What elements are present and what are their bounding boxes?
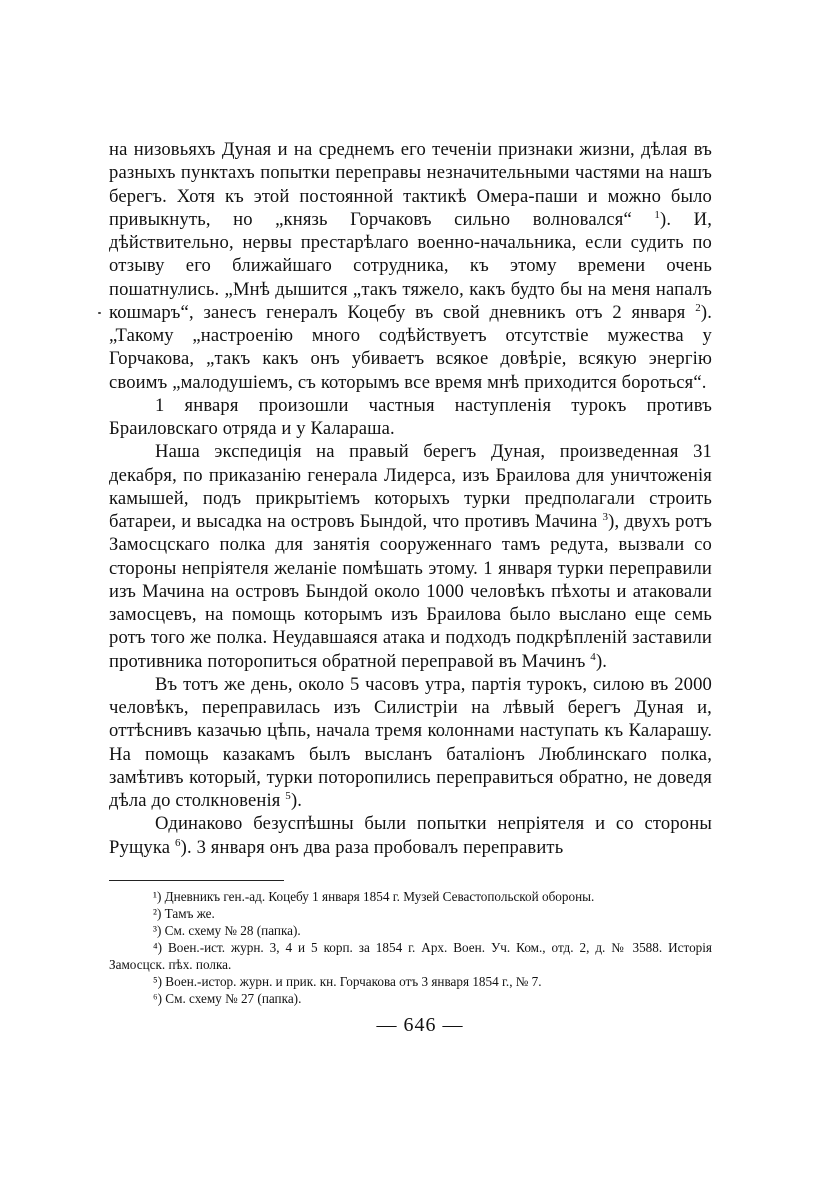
footnote-text: Воен.-ист. журн. 3, 4 и 5 корп. за 1854 г. Арх. Воен. Уч. Ком., отд. 2, д. № 3588. Исторія Замосцск. пѣх. полка.	[109, 940, 712, 972]
footnote-text: Дневникъ ген.-ад. Коцебу 1 января 1854 г. Музей Севастопольской обороны.	[164, 889, 595, 904]
footnotes	[109, 888, 712, 1007]
text-run: Одинаково безуспѣшны были попытки непріятеля и со стороны Рущука	[109, 813, 712, 858]
text-run: ).	[595, 650, 608, 672]
footnote-5	[109, 973, 712, 990]
text-run: Въ тотъ же день, около 5 часовъ утра, партія турокъ, силою въ 2000 человѣкъ, переправилась изъ Силистріи на лѣвый берегъ Дуная и, оттѣснивъ казачью цѣпь, начала тремя колоннами наступать къ Каларашу. На помощь казакамъ былъ высланъ баталіонъ Люблинскаго полка, замѣтивъ который, турки поторопились переправиться обратно, не доведя дѣла до столкновенія	[109, 673, 712, 811]
text-run: ). И, дѣйствительно, нервы престарѣлаго военно-начальника, если судить по отзыву его ближайшаго сотрудника, къ этому времени очень пошатнулись. „Мнѣ дышится „такъ тяжело, какъ будто бы на меня напалъ кошмаръ“, занесъ генералъ Коцебу въ свой дневникъ отъ 2 января	[109, 208, 712, 323]
footnote-mark: ⁴)	[153, 940, 162, 955]
footnote-mark: ⁶)	[153, 991, 162, 1006]
scan-speck	[98, 312, 101, 314]
footnote-ref: 4	[590, 650, 596, 663]
page-number: — 646 —	[376, 1014, 464, 1036]
footnote-3	[109, 922, 712, 939]
text-run: ), двухъ ротъ Замосцскаго полка для занятія сооруженнаго тамъ редута, вызвали со стороны непріятеля желаніе помѣшать этому. 1 января турки переправили изъ Мачина на островъ Бындой около 1000 человѣкъ пѣхоты и атаковали замосцевъ, на помощь которымъ изъ Браилова было выслано еще семь ротъ того же полка. Неудавшаяся атака и подходъ подкрѣпленій заставили противника поторопиться обратной переправой въ Мачинъ	[109, 511, 712, 672]
footnote-ref: 5	[285, 790, 291, 802]
text-run: ). 3 января онъ два раза пробовалъ переправить	[180, 836, 564, 858]
text-run: Наша экспедиція на правый берегъ Дуная, произведенная 31 декабря, по приказанію генерала Лидерса, изъ Браилова для уничтоженія камышей, подъ прикрытіемъ которыхъ турки предполагали строить батареи, и высадка на островъ Бындой, что противъ Мачина	[109, 441, 712, 532]
footnote-2	[109, 905, 712, 922]
footnote-text: Воен.-истор. журн. и прик. кн. Горчакова отъ 3 января 1854 г., № 7.	[165, 974, 542, 989]
footnote-ref: 2	[695, 301, 701, 314]
paragraph-5	[109, 812, 712, 859]
footnote-text: См. схему № 28 (папка).	[164, 923, 301, 938]
footnote-ref: 6	[174, 836, 181, 849]
footnote-divider	[109, 880, 284, 881]
text-run: на низовьяхъ Дуная и на среднемъ его теченіи признаки жизни, дѣлая въ разныхъ пунктахъ попытки переправы незначительными частями на нашъ берегъ. Хотя къ этой постоянной тактикѣ Омера-паши и можно было привыкнуть, но „князь Горчаковъ сильно волновался“	[109, 139, 712, 230]
footnote-4	[109, 939, 712, 973]
footnote-1	[109, 888, 712, 905]
footnote-mark: ²)	[153, 906, 162, 921]
paragraph-3	[109, 440, 712, 673]
text-run: 1 января произошли частныя наступленія турокъ противъ Браиловскаго отряда и у Калараша.	[109, 394, 712, 439]
footnote-ref: 3	[602, 511, 609, 523]
paragraph-2	[109, 394, 712, 441]
footnote-mark: ⁵)	[153, 974, 162, 989]
main-text	[109, 138, 712, 859]
paragraph-4	[109, 673, 712, 813]
footnote-6	[109, 990, 712, 1007]
text-run: ). „Такому „настроенію много содѣйствуетъ отсутствіе мужества у Горчакова, „такъ какъ онъ убиваетъ всякое довѣріе, всякую энергію своимъ „малодушіемъ, съ которымъ все время мнѣ приходится бороться“.	[109, 301, 712, 393]
footnote-text: См. схему № 27 (папка).	[165, 991, 302, 1006]
footnote-text: Тамъ же.	[164, 906, 215, 921]
paragraph-1	[109, 138, 712, 394]
footnote-ref: 1	[654, 208, 660, 221]
footnote-mark: ¹)	[153, 889, 162, 904]
text-run: ).	[290, 790, 303, 811]
footnote-mark: ³)	[153, 923, 162, 938]
